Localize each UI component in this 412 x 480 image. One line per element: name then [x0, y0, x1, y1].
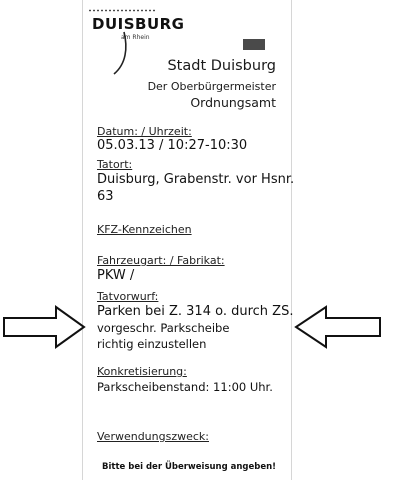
redaction-box	[243, 39, 265, 50]
detail-label: Konkretisierung:	[97, 365, 187, 378]
offense-line-1: Parken bei Z. 314 o. durch ZS.	[97, 304, 294, 319]
purpose-label: Verwendungszweck:	[97, 430, 209, 443]
logo-dotted-line	[88, 9, 158, 12]
location-label: Tatort:	[97, 158, 133, 171]
detail-value: Parkscheibenstand: 11:00 Uhr.	[97, 380, 273, 394]
offense-line-2: vorgeschr. Parkscheibe	[97, 321, 230, 335]
vehicle-label: Fahrzeugart: / Fabrikat:	[97, 254, 225, 267]
vehicle-value: PKW /	[97, 268, 135, 283]
location-line-2: 63	[97, 189, 114, 204]
datetime-label: Datum: / Uhrzeit:	[97, 125, 192, 138]
authority-name: Der Oberbürgermeister	[147, 80, 276, 93]
city-logo-subtext: am Rhein	[121, 34, 150, 41]
department-name: Ordnungsamt	[190, 95, 276, 110]
location-line-1: Duisburg, Grabenstr. vor Hsnr.	[97, 172, 295, 187]
left-arrow-icon	[292, 304, 382, 350]
offense-line-3: richtig einzustellen	[97, 337, 207, 351]
plate-label: KFZ-Kennzeichen	[97, 223, 192, 236]
datetime-value: 05.03.13 / 10:27-10:30	[97, 138, 248, 153]
city-logo-text: DUISBURG	[92, 15, 185, 33]
footer-note: Bitte bei der Überweisung angeben!	[102, 462, 277, 472]
city-name: Stadt Duisburg	[167, 58, 276, 74]
offense-label: Tatvorwurf:	[97, 290, 159, 303]
right-arrow-icon	[2, 304, 86, 350]
logo-arc-icon	[88, 26, 138, 76]
